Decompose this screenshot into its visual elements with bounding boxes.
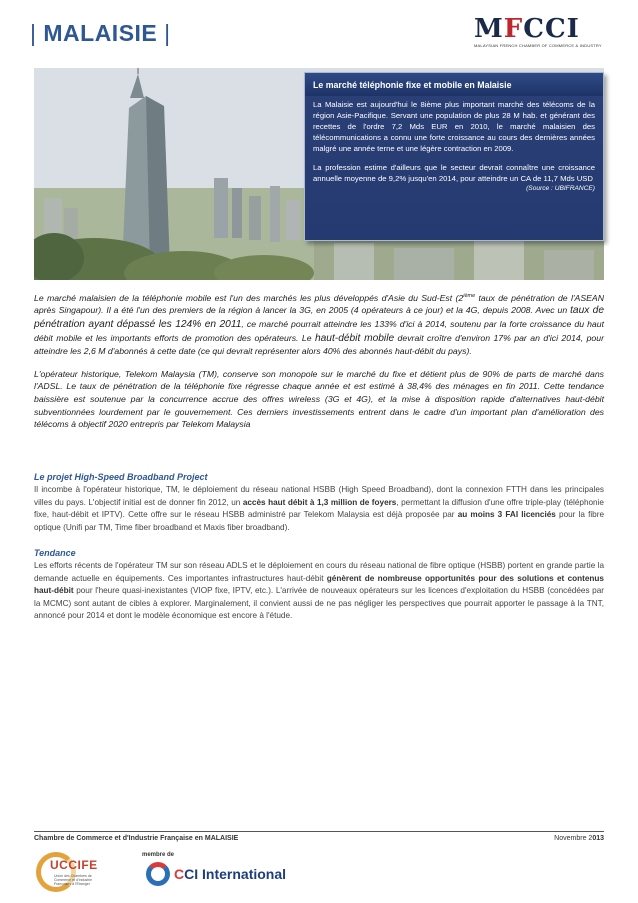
infobox-source: (Source : UBIFRANCE) — [526, 185, 595, 192]
section-tendance-text — [34, 560, 604, 622]
mfcci-logo — [474, 16, 612, 52]
hsbb-bold-isps: au moins 3 FAI licenciés — [457, 510, 556, 520]
footer-date-prefix: Novembre 2 — [554, 835, 593, 842]
cci-international-name — [174, 866, 286, 882]
section-hsbb-project — [34, 471, 604, 534]
section-tendance — [34, 547, 604, 622]
membre-label: membre de — [142, 852, 175, 858]
hsbb-text-a: Il incombe à l'opérateur historique, TM, le déploiement du réseau national HSBB (High Speed Broadband), dont la connexion FTTH dans les principales villes du pays. L'objectif initial est de donner fin 2012, un — [34, 485, 604, 507]
intro-text — [34, 290, 604, 441]
intro-highlight-mobile-broadband: haut-débit mobile — [314, 332, 395, 344]
country-name: MALAISIE — [43, 20, 158, 46]
intro-paragraph-fixed: L'opérateur historique, Telekom Malaysia (TM), conserve son monopole sur le marché du fixe et détient plus de 90% de parts de marché dans l'ADSL. Le taux de pénétration de la téléphonie fixe régresse chaque année et est estimé à 38,4% des ménages en fin 2011. Cette tendance baissière est soutenue par la concurrence accrue des offres wireless (3G et 4G), et la mise à disposition rapide d'alternatives haut-débit subventionnées lourdement par le gouvernement. Ces derniers investissements entrent dans le cadre d'un important plan d'amélioration des télécoms à objectif 2020 entrepris par Telekom Malaysia — [34, 368, 604, 430]
page-header — [30, 20, 171, 56]
tendance-text-b: pour l'heure quasi-inexistantes (VIOP fixe, IPTV, etc.). L'arrivée de nouveaux opérateurs sur les licences d'exploitation du HSBB (concédées par la MCMC) sont autant de cibles à explorer. Marginalement, il convient aussi de ne pas négliger les perspectives que pourrait apporter le passage à la TNT, annoncé pour 2014 et dont le modèle économique est encore à l'étude. — [34, 586, 604, 621]
uccife-name: UCCIFE — [50, 858, 98, 872]
title-bar-right: | — [164, 20, 171, 46]
cci-letter-c: C — [174, 866, 185, 882]
section-tendance-heading: Tendance — [34, 548, 76, 558]
brand-letter-m: M — [474, 14, 504, 44]
intro-paragraph-mobile — [34, 290, 604, 358]
footer-date — [554, 835, 604, 842]
hsbb-bold-households: accès haut débit à 1,3 million de foyers — [242, 497, 397, 507]
market-infobox — [304, 72, 604, 241]
section-hsbb-text — [34, 484, 604, 534]
page-title — [30, 20, 171, 46]
uccife-caption: Union des Chambres de Commerce et d'Industrie Françaises à l'Étranger — [54, 874, 93, 886]
intro-superscript: ième — [463, 293, 476, 299]
title-bar-left: | — [30, 20, 37, 46]
hsbb-text-b: , permettant la diffusion d'une offre triple-play (téléphonie fixe, haut-débit et IPTV). Cette offre sur le réseau HSBB administré par Telekom Malaysia est déjà proposée par — [34, 497, 604, 520]
footer-divider — [34, 831, 604, 832]
footer-date-suffix: 013 — [592, 835, 604, 842]
hsbb-text-c: pour la fibre optique (Unifi par TM, Time fiber broadband et Maxis fiber broadband). — [34, 510, 605, 532]
infobox-paragraph-2: La profession estime d'ailleurs que le secteur devrait connaître une croissance annuelle moyenne de 9,2% jusqu'en 2014, pour atteindre un CA de 11,7 Mds USD — [313, 163, 595, 183]
tendance-text-a: Les efforts récents de l'opérateur TM sur son réseau ADLS et le déploiement en cours du réseau national de fibre optique (HSBB) portent en grande partie la demande actuelle en équipements. Ces importantes infrastructures haut-débit — [34, 561, 604, 583]
mfcci-tagline: MALAYSIAN FRENCH CHAMBER OF COMMERCE & INDUSTRY — [474, 43, 602, 48]
intro-highlight-penetration: taux de pénétration ayant dépassé les 124% en 2011 — [34, 305, 604, 331]
intro-text-b: taux de pénétration de l'ASEAN après Singapour). Il a été l'un des premiers de la région à lancer la 3G, en 2005 (4 opérateurs à ce jour) et la 4G, depuis 2008. Avec un — [34, 292, 605, 316]
infobox-body — [305, 96, 603, 241]
cci-swirl-icon — [146, 862, 170, 886]
infobox-paragraph-1: La Malaisie est aujourd'hui le 8ième plus important marché des télécoms de la région Asie-Pacifique. Servant une population de plus 28 M hab. et générant des recettes de l'ordre 7,2 Mds EUR en 2010, le marché malaisien des télécommunications a connu une forte croissance au cours des dernières années malgré une année terne et une légère contraction en 2009. — [313, 100, 595, 153]
infobox-title: Le marché téléphonie fixe et mobile en Malaisie — [305, 73, 603, 96]
footer-chamber-name: Chambre de Commerce et d'Industrie Française en MALAISIE — [34, 835, 239, 842]
tendance-bold-opportunities: génèrent de nombreuse opportunités pour des solutions et contenus haut-débit — [34, 573, 604, 596]
mfcci-brand — [474, 16, 612, 42]
intro-text-a: Le marché malaisien de la téléphonie mobile est l'un des marchés les plus développés d'Asie du Sud-Est (2 — [34, 292, 464, 303]
intro-text-d: devrait croître d'environ 17% par an d'ici 2014, pour atteindre les 2,6 M d'abonnés à cette date (ce qui devrait représenter alors 40% des abonnés haut-débit du pays). — [34, 332, 604, 357]
uccife-logo — [36, 852, 110, 898]
section-hsbb-heading: Le projet High-Speed Broadband Project — [34, 472, 208, 482]
intro-text-c: , ce marché pourrait atteindre les 133% d'ici à 2014, soutenu par la forte croissance du haut débit mobile et les importants efforts de promotion des opérateurs. Le — [34, 319, 604, 343]
cci-rest: CI International — [184, 866, 287, 882]
brand-letter-f: F — [503, 14, 524, 44]
brand-letters-cci: CCI — [523, 14, 580, 44]
